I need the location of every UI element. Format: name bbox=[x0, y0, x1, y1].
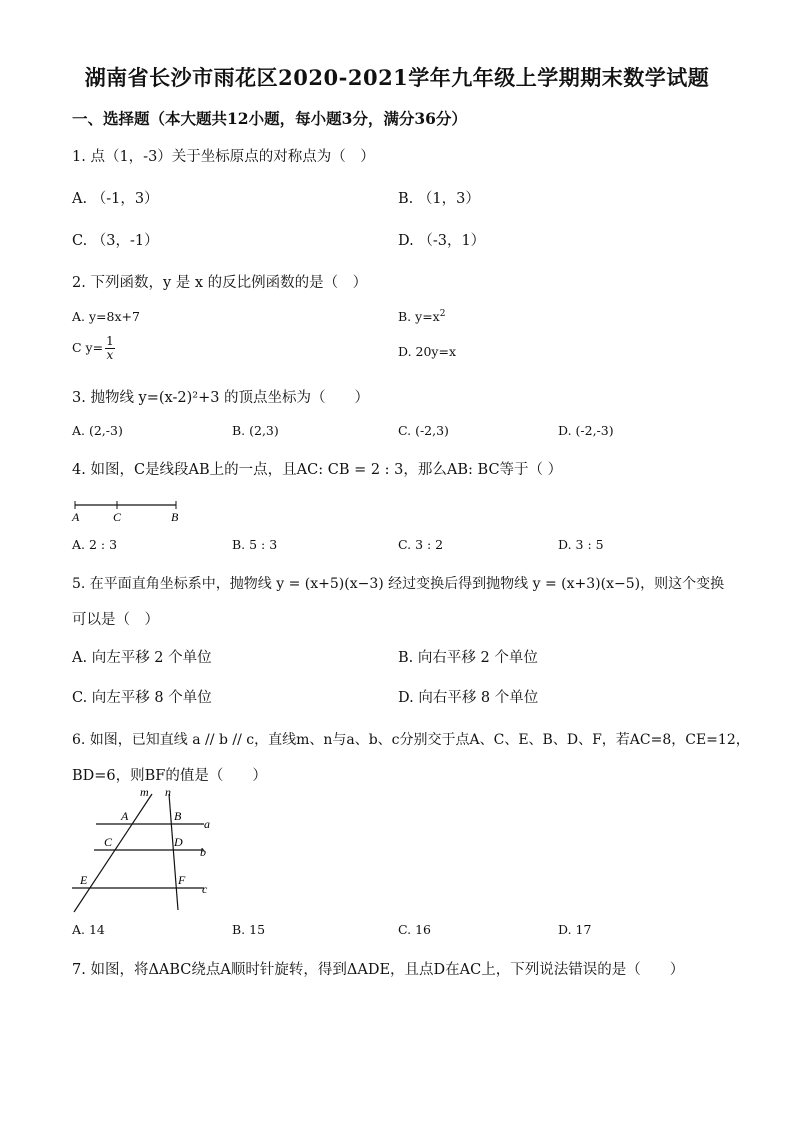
q5-option-c: C. 向左平移 8 个单位 bbox=[72, 690, 212, 706]
q1-option-b: B. （1，3） bbox=[398, 191, 480, 207]
question-1-stem: 1. 点（1，-3）关于坐标原点的对称点为（ ） bbox=[72, 149, 375, 165]
q6-parallel-lines-figure bbox=[66, 784, 226, 916]
q6-label-line-b: b bbox=[200, 845, 206, 859]
q1-option-c: C. （3，-1） bbox=[72, 233, 159, 249]
fraction-numerator: 1 bbox=[106, 334, 114, 348]
q1-option-d: D. （-3，1） bbox=[398, 233, 486, 249]
question-4-stem: 4. 如图，C是线段AB上的一点，且AC: CB = 2 : 3，那么AB: BC等于（ ） bbox=[72, 462, 563, 478]
q2-option-b bbox=[398, 309, 445, 324]
q3-option-a: A. (2,-3) bbox=[72, 423, 123, 438]
question-6-stem-line1: 6. 如图，已知直线 a // b // c，直线m、n与a、b、c分别交于点A、C、E、B、D、F，若AC=8，CE=12， bbox=[72, 732, 750, 748]
q1-option-a: A. （-1，3） bbox=[72, 191, 159, 207]
q3-option-c: C. (-2,3) bbox=[398, 423, 449, 438]
q6-label-line-c: c bbox=[202, 882, 208, 896]
q4-segment-figure bbox=[70, 495, 190, 525]
q3-option-b: B. (2,3) bbox=[232, 423, 279, 438]
q6-label-d-point: D bbox=[174, 835, 183, 849]
question-2-stem: 2. 下列函数，y 是 x 的反比例函数的是（ ） bbox=[72, 275, 368, 291]
q6-label-n: n bbox=[165, 785, 171, 799]
q6-label-line-a: a bbox=[204, 817, 210, 831]
q6-option-c: C. 16 bbox=[398, 922, 431, 937]
q2-option-c bbox=[72, 335, 115, 362]
q2-option-d: D. 20y=x bbox=[398, 344, 457, 359]
q2-option-a: A. y=8x+7 bbox=[72, 309, 140, 324]
q6-label-e-point: E bbox=[80, 873, 88, 887]
q6-label-b-point: B bbox=[174, 809, 182, 823]
q6-label-m: m bbox=[140, 785, 149, 799]
q6-label-f-point: F bbox=[178, 873, 186, 887]
question-3-stem: 3. 抛物线 y=(x-2)²+3 的顶点坐标为（ ） bbox=[72, 390, 370, 406]
q6-option-a: A. 14 bbox=[72, 922, 105, 937]
q6-label-a-point: A bbox=[121, 809, 129, 823]
section-heading: 一、选择题（本大题共12小题，每小题3分，满分36分） bbox=[72, 109, 467, 128]
q4-label-a: A bbox=[72, 510, 80, 524]
q5-option-b: B. 向右平移 2 个单位 bbox=[398, 650, 538, 666]
q4-option-d: D. 3 : 5 bbox=[558, 537, 604, 552]
question-7-stem: 7. 如图，将ΔABC绕点A顺时针旋转，得到ΔADE，且点D在AC上，下列说法错误的是（ ） bbox=[72, 962, 685, 978]
q4-option-a: A. 2 : 3 bbox=[72, 537, 118, 552]
q6-label-c-point: C bbox=[104, 835, 113, 849]
q2-option-b-exponent: 2 bbox=[439, 309, 446, 319]
q4-option-b: B. 5 : 3 bbox=[232, 537, 278, 552]
q5-option-d: D. 向右平移 8 个单位 bbox=[398, 690, 539, 706]
page-title: 湖南省长沙市雨花区2020-2021学年九年级上学期期末数学试题 bbox=[84, 65, 710, 90]
q4-label-c: C bbox=[113, 510, 122, 524]
question-5-stem-line1: 5. 在平面直角坐标系中，抛物线 y = (x+5)(x−3) 经过变换后得到抛物线 y = (x+3)(x−5)，则这个变换 bbox=[72, 576, 725, 592]
q4-option-c: C. 3 : 2 bbox=[398, 537, 444, 552]
q6-option-b: B. 15 bbox=[232, 922, 266, 937]
fraction-denominator: x bbox=[106, 348, 114, 362]
q2-option-b-base: B. y=x bbox=[398, 309, 440, 325]
q3-option-d: D. (-2,-3) bbox=[558, 423, 614, 438]
q6-option-d: D. 17 bbox=[558, 922, 592, 937]
q5-option-a: A. 向左平移 2 个单位 bbox=[72, 650, 212, 666]
q2-option-c-fraction bbox=[105, 335, 115, 362]
q2-option-c-prefix: C y= bbox=[72, 340, 104, 355]
question-5-stem-line2: 可以是（ ） bbox=[72, 612, 159, 628]
q4-label-b: B bbox=[171, 510, 179, 524]
question-6-stem-line2: BD=6，则BF的值是（ ） bbox=[72, 768, 267, 784]
